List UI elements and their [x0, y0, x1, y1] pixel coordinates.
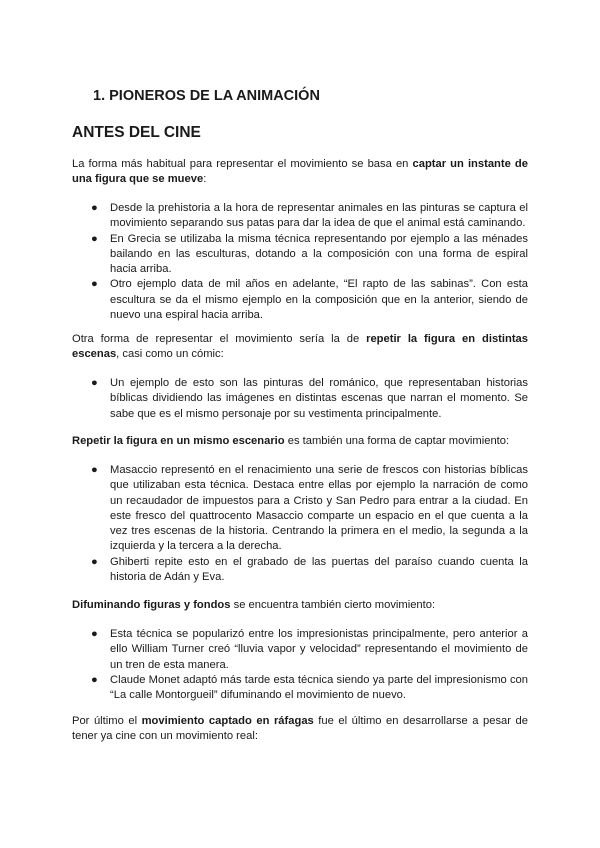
bullet-list-1: [91, 201, 528, 323]
bullet-icon: ●: [91, 232, 98, 245]
list-item: ● En Grecia se utilizaba la misma técnica representando por ejemplo a las ménades bailando en las esculturas, dotando a la composición con una forma de espiral hacia arriba.: [91, 232, 528, 276]
paragraph-1: La forma más habitual para representar el movimiento se basa en captar un instante de una figura que se mueve:: [72, 158, 528, 186]
section-heading: 1. PIONEROS DE LA ANIMACIÓN: [93, 88, 320, 104]
bullet-icon: ●: [91, 464, 98, 476]
bullet-list-2: [91, 376, 528, 422]
list-item: ● Otro ejemplo data de mil años en adelante, “El rapto de las sabinas”. Con esta escultura se da el mismo ejemplo en la composición que en la anterior, siendo de nuevo una espiral hacia arriba.: [91, 278, 528, 322]
paragraph-5: Por último el movimiento captado en ráfagas fue el último en desarrollarse a pesar de tener ya cine con un movimiento real:: [72, 715, 528, 743]
bullet-icon: ●: [91, 278, 98, 291]
paragraph-3: Repetir la figura en un mismo escenario es también una forma de captar movimiento:: [72, 435, 510, 447]
bullet-list-4: [91, 627, 528, 703]
list-item: ● Un ejemplo de esto son las pinturas del románico, que representaban historias bíblicas dividiendo las imágenes en distintas escenas que narran el momento. Se sabe que es el mismo personaje por su vestimenta principalmente.: [91, 377, 528, 420]
bullet-icon: ●: [91, 202, 98, 214]
bullet-icon: ●: [91, 555, 98, 568]
list-item: ● Esta técnica se popularizó entre los impresionistas principalmente, pero anterior a ello William Turner creó “lluvia vapor y velocidad” representando el movimiento de un tren de esta manera.: [91, 628, 528, 671]
paragraph-2: Otra forma de representar el movimiento sería la de repetir la figura en distintas escenas, casi como un cómic:: [72, 333, 528, 361]
bullet-list-3: [91, 463, 528, 585]
list-item: ● Masaccio representó en el renacimiento una serie de frescos con historias bíblicas que utilizaban esta técnica. Destaca entre ellas por ejemplo la narración de como un recaudador de impuestos para a Cristo y San Pedro para entrar a la ciudad. En este fresco del quattrocento Masaccio comparte un espacio en el que cuenta a la vez tres escenas de la historia. Centrando la primera en el medio, la segunda a la izquierda y la tercera a la derecha.: [91, 464, 528, 553]
bullet-icon: ●: [91, 673, 98, 686]
list-item: ● Desde la prehistoria a la hora de representar animales en las pinturas se captura el movimiento separando sus patas para dar la idea de que el animal está caminando.: [91, 202, 528, 230]
subsection-heading: ANTES DEL CINE: [72, 124, 201, 141]
list-item: ● Claude Monet adaptó más tarde esta técnica siendo ya parte del impresionismo con “La calle Montorgueil” difuminando el movimiento de nuevo.: [91, 673, 528, 702]
bullet-icon: ●: [91, 628, 98, 640]
paragraph-4: Difuminando figuras y fondos se encuentra también cierto movimiento:: [72, 599, 436, 611]
bullet-icon: ●: [91, 377, 98, 389]
list-item: ● Ghiberti repite esto en el grabado de las puertas del paraíso cuando cuenta la historia de Adán y Eva.: [91, 555, 528, 584]
